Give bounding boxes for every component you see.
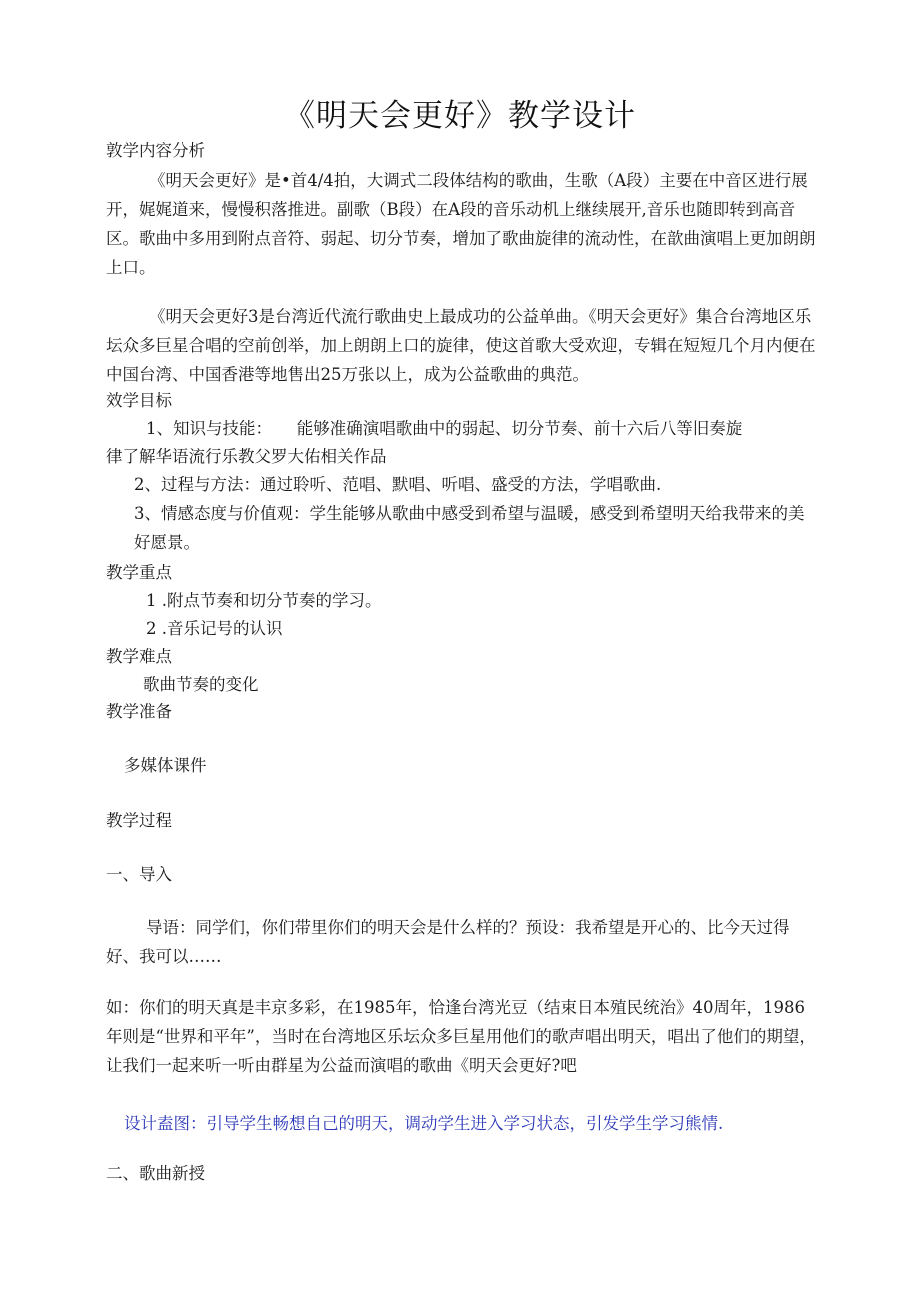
difficulty-text: 歌曲节奏的变化 [143,675,259,694]
heading-content-analysis: 敦学内容分析 [106,141,205,160]
paragraph-song-background-text: 《明天会更好3是台湾近代流行歌曲史上最成功的公益单曲。《明天会更好》集合台湾地区乐坛众多巨星合唱的空前创举，加上朗朗上口的旋律，使这首歌大受欢迎，专辑在短短几个月内便在中国台湾、中国香港等地售出25万张以上，成为公益歌曲的典范。 [106,307,816,384]
example-text: 如：你们的明天真是丰京多彩，在1985年，恰逢台湾光豆（结束日本殖民统治》40周年，1986年则是“世界和平年”，当时在台湾地区乐坛众多巨星用他们的歌声唱出明天，唱出了他们的期望，让我们一起来听一听由群星为公益而演唱的歌曲《明天会更好?吧 [106,998,816,1075]
paragraph-song-background [106,302,818,389]
preparation-text: 多媒体课件 [124,756,207,775]
key-point-item-2: 2 .音乐记号的认识 [146,619,283,638]
example-paragraph [106,993,820,1080]
design-intent-note: 设计盍图：引导学生畅想自己的明天，调动学生进入学习状态，引发学生学习熊情. [124,1114,724,1133]
heading-difficulty: 教学难点 [106,647,172,666]
section-lead-in-heading: 一、导入 [106,865,172,884]
goal-item-emotion-text: 3、情感态度与价值观：学生能够从歌曲中感受到希望与温暖，感受到希望明天给我带来的美好愿景。 [134,504,805,552]
heading-process: 教学过程 [106,811,172,830]
heading-goals: 效学目标 [106,391,172,410]
goal-item-emotion [134,499,820,557]
document-title: 《明天会更好》教学设计 [284,98,636,134]
goal-item-process: 2、过程与方法：通过聆听、范唱、默唱、听唱、盛受的方法，学唱歌曲. [134,475,662,494]
heading-key-points: 教学重点 [106,563,172,582]
paragraph-song-structure [106,166,818,282]
lead-in-text: 导语：同学们，你们带里你们的明天会是什么样的？预设：我希望是开心的、比今天过得好、我可以…… [106,918,790,966]
heading-preparation: 教学准备 [106,702,172,721]
lead-in-paragraph [106,913,820,971]
goal-item-knowledge: 1、知识与技能： 能够准确演唱歌曲中的弱起、切分节奏、前十六后八等旧奏旋 [146,419,743,438]
paragraph-song-structure-text: 《明天会更好》是•首4/4拍，大调式二段体结构的歌曲，生歌（A段）主要在中音区进行展开，娓娓道来，慢慢积落推进。副歌（B段）在A段的音乐动机上继续展开,音乐也随即转到高音区。歌曲中多用到附点音符、弱起、切分节奏，增加了歌曲旋律的流动性，在歆曲演唱上更加朗朗上口。 [106,171,816,277]
section-new-song-heading: 二、歌曲新授 [106,1164,205,1183]
key-point-item-1: 1 .附点节奏和切分节奏的学习。 [146,591,382,610]
goal-item-knowledge-continued: 律了解华语流行乐教父罗大佑相关作品 [106,447,387,466]
